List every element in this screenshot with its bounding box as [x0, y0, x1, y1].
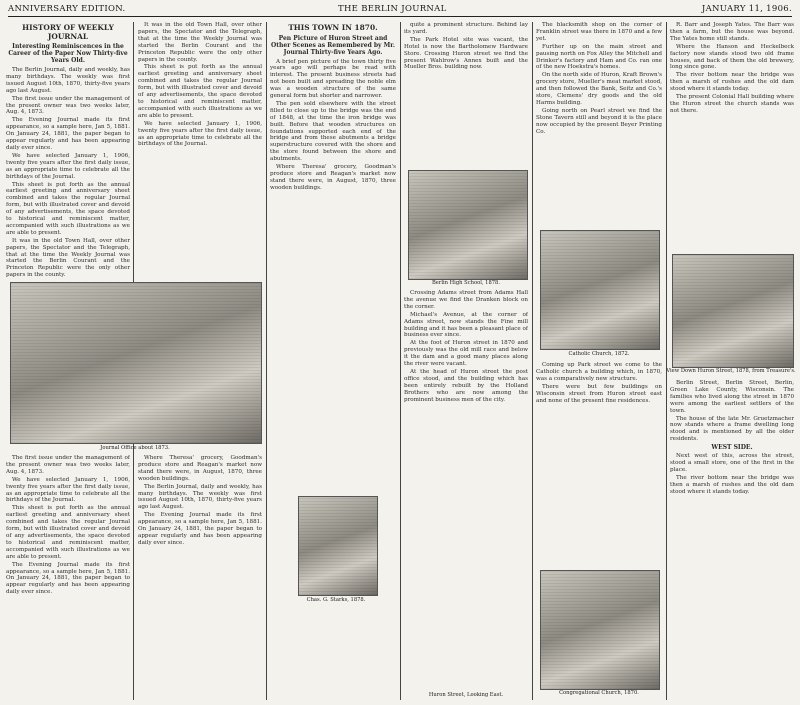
article5-paragraph: The river bottom near the bridge was then a marsh of rushes and the old dam stood where it stands today.: [670, 72, 794, 93]
column-5-middle: [536, 362, 662, 562]
article5-paragraph: The present Colonial Hall building where the Huron street the church stands was not there.: [670, 94, 794, 114]
masthead-date: JANUARY 11, 1906.: [701, 4, 792, 14]
article4-paragraph: The blacksmith shop on the corner of Franklin street was there in 1870 and a few yet.: [536, 22, 662, 42]
caption-huron-street-east: Huron Street, Looking East.: [428, 692, 504, 698]
article2-paragraph: Where Theresa' grocery, Goodman's produce store and Reagan's market now stand there were, in August, 1870, three wooden buildings.: [138, 455, 262, 482]
article1-paragraph: We have selected January 1, 1906, twenty five years after the first daily issue, as an appropriate time to celebrate all the birthdays of the Journal.: [138, 120, 262, 148]
caption-high-school: Berlin High School, 1878.: [431, 280, 501, 286]
article1-headline: HISTORY OF WEEKLY JOURNAL: [22, 23, 114, 41]
article4-paragraph: On the north side of Huron, Kraft Brown's grocery store, Mueller's meat market stood, and then followed the Bank, Seitz and Co.'s store, Clemens' dry goods and the old Harms building.: [536, 72, 662, 106]
caption-congregational-church: Congregational Church, 1870.: [559, 690, 639, 696]
photo-huron-street-view: [672, 254, 794, 368]
column-rule: [532, 22, 533, 700]
masthead-title: THE BERLIN JOURNAL: [338, 4, 447, 14]
caption-catholic-church: Catholic Church, 1872.: [568, 351, 630, 357]
column-6-lower: [670, 380, 794, 700]
article6-paragraph: Berlin Street, Berlin Street, Berlin, Green Lake County, Wisconsin. The families who lived along the street in 1870 were among the earliest settlers of the town.: [670, 380, 794, 414]
article4-paragraph: Further up on the main street and pausing north on Fox Alley the Mitchell and Drinker's factory and Ham and Co. ran one of the new Hoekstra's homes.: [536, 43, 662, 71]
column-2: [138, 22, 262, 277]
article3-paragraph: The Park Hotel site was vacant, the Hotel is now the Bartholomew Hardware Store. Crossing Huron street we find the present Wahlrow's Annex built and the Mueller Bros. building now.: [404, 36, 528, 71]
column-rule: [666, 22, 667, 700]
masthead-edition: ANNIVERSARY EDITION.: [8, 4, 126, 14]
column-rule: [400, 22, 401, 700]
article1-paragraph: The first issue under the management of the present owner was two weeks later, Aug. 4, 1873.: [6, 455, 130, 475]
article4-paragraph: There were but few buildings on Wisconsin street from Huron street east and none of the present fine residences.: [536, 383, 662, 404]
article1-paragraph: It was in the old Town Hall, over other papers, the Spectator and the Telegraph, that at the time the Weekly Journal was started the Berlin Courant and the Princeton Republic were the only other papers in the county.: [138, 22, 262, 63]
column-6: [670, 22, 794, 252]
article1-paragraph: It was in the old Town Hall, over other papers, the Spectator and the Telegraph, that at the time the Weekly Journal was started the Berlin Courant and the Princeton Republic were the only other papers in the county.: [6, 237, 130, 279]
article1-paragraph: The Evening Journal made its first appearance, so a sample here, Jan 5, 1881. On January 24, 1881, the paper began to appear regularly and has been appearing daily ever since.: [138, 512, 262, 546]
article2-headline: THIS TOWN IN 1870.: [288, 23, 378, 32]
article1-paragraph: We have selected January 1, 1906, twenty five years after the first daily issue, as an appropriate time to celebrate all the birthdays of the Journal.: [6, 152, 130, 180]
masthead: [8, 4, 792, 17]
article1-paragraph: This sheet is put forth as the annual earliest greeting and anniversary sheet combined and takes the regular Journal form, but with illustrated cover and devoid of any advertisements, the space devoted to historical and reminiscent matter, accompanied with such illustrations as we are able to present.: [138, 64, 262, 119]
article3-paragraph: Michael's Avenue, at the corner of Adams street, now stands the Fine mill building and it has been a pleasant place of business ever since.: [404, 311, 528, 339]
column-5: [536, 22, 662, 227]
photo-high-school: [408, 170, 528, 280]
article1-paragraph: The Berlin Journal, daily and weekly, has many birthdays. The weekly was first issued August 10th, 1870, thirty-five years ago last August.: [6, 67, 130, 94]
article1-paragraph: This sheet is put forth as the annual earliest greeting and anniversary sheet combined and takes the regular Journal form, but with illustrated cover and devoid of any advertisements, the space devoted to historical and reminiscent matter, accompanied with such illustrations as we are able to present.: [6, 505, 130, 560]
article1-paragraph: The first issue under the management of the present owner was two weeks later, Aug. 4, 1873.: [6, 95, 130, 116]
article6-paragraph: Next west of this, across the street, stood a small store, one of the first in the place.: [670, 453, 794, 473]
article4-paragraph: Going north on Pearl street we find the Stone Tavern still and beyond it is the place now occupied by the present Beyer Printing Co.: [536, 107, 662, 135]
photo-congregational-church: [540, 570, 660, 690]
article2-subhead: Pen Picture of Huron Street and Other Scenes as Remembered by Mr. Journal Thirty-five Years Ago.: [271, 34, 395, 56]
article2-paragraph: The pen sold elsewhere with the street filled to close up to the bridge was the end of 1848, at the time the iron bridge was built. Before that wooden structures on foundations supported each end of the bridge and from these abutments a bridge superstructure covered with the shore and the store found between the shore and abutments.: [270, 100, 396, 163]
caption-journal-office: Journal Office about 1873.: [100, 445, 170, 451]
article1-paragraph: The Evening Journal made its first appearance, so a sample here, Jan 5, 1881. On January 24, 1881, the paper began to appear regularly and has been appearing daily ever since.: [6, 561, 130, 596]
article3-paragraph: At the head of Huron street the post office stood, and the building which has been entirely rebuilt by the Holland Brothers who are now among the prominent business men of the city.: [404, 368, 528, 403]
article5-paragraph: Where the Hanson and Heckelbeck factory now stands stood two old frame houses, and back of them the old brewery, long since gone.: [670, 43, 794, 71]
article4-paragraph: Coming up Park street we come to the Catholic church a building which, in 1870, was a comparatively new structure.: [536, 362, 662, 382]
article3-paragraph: At the foot of Huron street in 1870 and previously was the old mill race and below it the dam and a good many places along the river were vacant.: [404, 340, 528, 368]
article3-paragraph: quite a prominent structure. Behind lay its yard.: [404, 22, 528, 35]
article6-paragraph: The house of the late Mr. Gruetzmacher now stands where a frame dwelling long stood and is mentioned by all the older residents.: [670, 415, 794, 443]
caption-huron-street-view: View Down Huron Street, 1878, from Treasure's.: [666, 368, 796, 374]
column-4-lower: [404, 290, 528, 700]
column-2-lower: [138, 455, 262, 700]
west-side-heading: WEST SIDE.: [711, 444, 753, 452]
photo-catholic-church: [540, 230, 660, 350]
article1-subhead: Interesting Reminiscences in the Career of the Paper Now Thirty-five Years Old.: [8, 43, 128, 64]
photo-journal-office: [10, 282, 262, 444]
article1-paragraph: The Evening Journal made its first appearance, so a sample here, Jan 5, 1881. On January 24, 1881, the paper began to appear regularly and has been appearing daily ever since.: [6, 117, 130, 151]
article5-paragraph: R. Barr and Joseph Yates. The Barr was then a farm, but the house was beyond. The Yates home still stands.: [670, 22, 794, 42]
photo-chas-starks: [298, 496, 378, 596]
article3-paragraph: Crossing Adams street from Adams Hall the avenue we find the Dranken block on the corner.: [404, 290, 528, 310]
column-rule: [266, 22, 267, 700]
article2-paragraph: A brief pen picture of the town thirty five years ago will perhaps be read with interest. The present business streets had not been built and spreading the noble elm was a wooden structure of the same general form but shorter and narrower.: [270, 58, 396, 100]
caption-chas-starks: Chas. G. Starks, 1878.: [306, 597, 366, 603]
article1-paragraph: We have selected January 1, 1906, twenty five years after the first daily issue, as an appropriate time to celebrate all the birthdays of the Journal.: [6, 476, 130, 504]
article2-paragraph: Where Theresa' grocery, Goodman's produce store and Reagan's market now stand there were, in August, 1870, three wooden buildings.: [270, 164, 396, 191]
article5-paragraph: The river bottom near the bridge was then a marsh of rushes and the old dam stood where it stands today.: [670, 474, 794, 495]
article1-paragraph: The Berlin Journal, daily and weekly, has many birthdays. The weekly was first issued August 10th, 1870, thirty-five years ago last August.: [138, 483, 262, 511]
article1-paragraph: This sheet is put forth as the annual earliest greeting and anniversary sheet combined and takes the regular Journal form, but with illustrated cover and devoid of any advertisements, the space devoted to historical and reminiscent matter, accompanied with such illustrations as we are able to present.: [6, 181, 130, 236]
column-1-lower: [6, 455, 130, 700]
